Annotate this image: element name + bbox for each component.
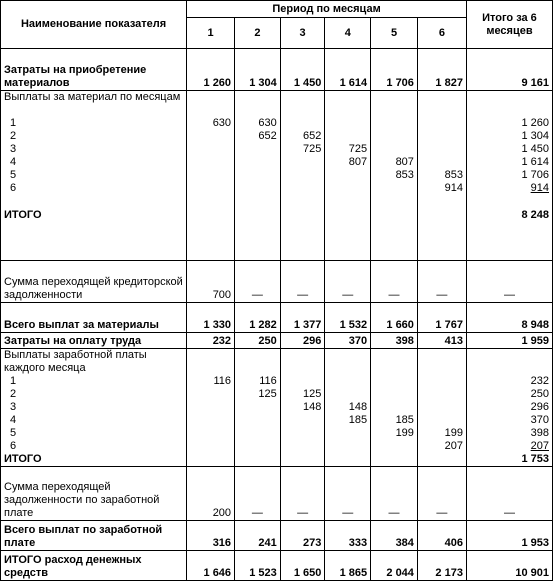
total_wages-value: 333: [325, 521, 371, 551]
materials_payments-cell: 630: [212, 117, 232, 129]
total_materials-value: 1 282: [235, 303, 281, 333]
materials_payments-cell: 853: [395, 169, 414, 181]
materials_payments-itogo-label: ИТОГО: [4, 209, 42, 221]
wage_payments-index: 4: [10, 414, 17, 426]
carryover_creditor-value: 700: [187, 261, 235, 303]
labor_cost-value: 232: [187, 333, 235, 349]
materials_payments-cell: [328, 169, 367, 182]
materials_payments-label-cell: [1, 91, 187, 261]
labor_cost-value: 296: [280, 333, 325, 349]
header-month-3: 3: [280, 18, 325, 49]
wage_payments-cell: 185: [395, 414, 414, 426]
total_wages-value: 273: [280, 521, 325, 551]
wage_payments-cell: [374, 375, 414, 388]
materials_cost-total: 9 161: [466, 49, 552, 91]
labor_cost-value: 413: [417, 333, 466, 349]
materials_payments-cell: [374, 130, 414, 143]
carryover_creditor-total: —: [466, 261, 552, 303]
wage_payments-month-col-4: [325, 349, 371, 467]
carryover_wage-value: —: [235, 467, 281, 521]
carryover_creditor-label: Сумма переходящей кредиторской задолженности: [1, 261, 187, 303]
materials_payments-cell: [238, 169, 277, 182]
wage_payments-index: 2: [10, 388, 17, 400]
wage_payments-cell: [328, 388, 367, 401]
materials_payments-cell: [421, 117, 463, 130]
total_materials-total: 8 948: [466, 303, 552, 333]
labor_cost-value: 398: [371, 333, 418, 349]
total_cash-value: 2 173: [417, 551, 466, 581]
total_cash-value: 1 646: [187, 551, 235, 581]
wage_payments-total-line: 232: [530, 375, 549, 387]
materials_payments-total-col: [466, 91, 552, 261]
carryover_creditor-value: —: [417, 261, 466, 303]
wage_payments-cell: 116: [259, 375, 277, 387]
materials_payments-total-line: 1 260: [521, 117, 549, 129]
wage_payments-cell: [284, 440, 322, 453]
materials_payments-month-col-1: [187, 91, 235, 261]
materials_payments-cell: [374, 117, 414, 130]
labor_cost-value: 370: [325, 333, 371, 349]
materials_payments-month-col-4: [325, 91, 371, 261]
materials_payments-cell: 914: [444, 182, 463, 194]
wage_payments-cell: [284, 414, 322, 427]
wage_payments-cell: [328, 375, 367, 388]
materials_payments-total-line: 1 304: [521, 130, 549, 142]
total_materials-value: 1 377: [280, 303, 325, 333]
wage_payments-total-line: 207: [530, 440, 549, 452]
header-month-4: 4: [325, 18, 371, 49]
wage_payments-cell: [238, 440, 277, 453]
total_materials-value: 1 330: [187, 303, 235, 333]
materials_payments-month-col-3: [280, 91, 325, 261]
wage_payments-cell: [190, 414, 231, 427]
carryover_wage-label: Сумма переходящей задолженности по заработной плате: [1, 467, 187, 521]
materials_cost-label: Затраты на приобретение материалов: [1, 49, 187, 91]
total_wages-value: 316: [187, 521, 235, 551]
wage_payments-cell: [421, 401, 463, 414]
carryover_creditor-value: —: [325, 261, 371, 303]
total_wages-total: 1 953: [466, 521, 552, 551]
total_wages-value: 384: [371, 521, 418, 551]
materials_payments-label: Выплаты за материал по месяцам: [4, 91, 181, 103]
materials_payments-month-col-2: [235, 91, 281, 261]
materials_payments-total-line: 1 614: [521, 156, 549, 168]
wage_payments-index: 3: [10, 401, 17, 413]
total_wages-value: 241: [235, 521, 281, 551]
materials_payments-cell: [421, 130, 463, 143]
wage_payments-cell: [238, 427, 277, 440]
wage_payments-cell: [284, 427, 322, 440]
wage_payments-index: 6: [10, 440, 17, 452]
materials_payments-index: 5: [10, 169, 17, 181]
materials_payments-cell: [421, 156, 463, 169]
header-month-6: 6: [417, 18, 466, 49]
materials_payments-index: 3: [10, 143, 17, 155]
wage_payments-cell: 125: [303, 388, 322, 400]
materials_payments-cell: 630: [258, 117, 277, 129]
carryover_creditor-value: —: [280, 261, 325, 303]
wage_payments-cell: [190, 440, 231, 453]
materials_cost-value: 1 614: [325, 49, 371, 91]
materials_payments-cell: [421, 143, 463, 156]
materials_cost-value: 1 706: [371, 49, 418, 91]
carryover_creditor-value: —: [235, 261, 281, 303]
carryover_wage-value: —: [417, 467, 466, 521]
total_materials-label: Всего выплат за материалы: [1, 303, 187, 333]
materials_payments-index: 6: [10, 182, 17, 194]
wage_payments-cell: 125: [258, 388, 277, 400]
wage_payments-total-col: [466, 349, 552, 467]
materials_payments-cell: [328, 182, 367, 195]
wage_payments-total-line: 296: [530, 401, 549, 413]
wage_payments-month-col-5: [371, 349, 418, 467]
total_cash-value: 1 523: [235, 551, 281, 581]
wage_payments-cell: 199: [395, 427, 414, 439]
wage_payments-cell: [374, 388, 414, 401]
carryover_wage-value: 200: [187, 467, 235, 521]
materials_payments-cell: [284, 117, 322, 130]
wage_payments-cell: [328, 440, 367, 453]
header-month-1: 1: [187, 18, 235, 49]
materials_payments-month-col-6: [417, 91, 466, 261]
materials_payments-cell: [238, 143, 277, 156]
wage_payments-itogo-value: 1 753: [521, 453, 549, 465]
header-period: Период по месяцам: [187, 1, 467, 18]
total_materials-value: 1 767: [417, 303, 466, 333]
materials_payments-total-line: 1 450: [521, 143, 549, 155]
materials_payments-index: 1: [10, 117, 17, 129]
wage_payments-cell: [190, 401, 231, 414]
carryover_wage-value: —: [371, 467, 418, 521]
header-month-2: 2: [235, 18, 281, 49]
materials_payments-cell: [374, 143, 414, 156]
materials_payments-cell: 807: [348, 156, 368, 168]
wage_payments-cell: 199: [444, 427, 463, 439]
wage_payments-month-col-1: [187, 349, 235, 467]
materials_payments-index: 4: [10, 156, 17, 168]
wage_payments-cell: [238, 414, 277, 427]
wage_payments-cell: [190, 427, 231, 440]
total_materials-value: 1 532: [325, 303, 371, 333]
materials_payments-cell: [374, 182, 414, 195]
wage_payments-cell: [421, 388, 463, 401]
header-total: Итого за 6 месяцев: [466, 1, 552, 49]
wage_payments-cell: [284, 375, 322, 388]
materials_cost-value: 1 450: [280, 49, 325, 91]
wage_payments-total-line: 398: [530, 427, 549, 439]
labor_cost-value: 250: [235, 333, 281, 349]
materials_payments-cell: 807: [395, 156, 414, 168]
materials_payments-cell: 725: [348, 143, 368, 155]
materials_payments-total-line: 914: [530, 182, 549, 194]
materials_payments-cell: [328, 130, 367, 143]
materials_payments-total-line: 1 706: [521, 169, 549, 181]
materials_payments-cell: [284, 182, 322, 195]
wage_payments-cell: [374, 401, 414, 414]
materials_payments-itogo-value: 8 248: [521, 209, 549, 221]
wage_payments-cell: [238, 401, 277, 414]
materials_payments-cell: [190, 182, 231, 195]
materials_payments-cell: [190, 130, 231, 143]
wage_payments-month-col-2: [235, 349, 281, 467]
wage_payments-cell: 148: [303, 401, 322, 413]
wage_payments-label-cell: [1, 349, 187, 467]
wage_payments-cell: [421, 375, 463, 388]
wage_payments-total-line: 250: [530, 388, 549, 400]
wage_payments-cell: 207: [444, 440, 463, 452]
total_cash-value: 1 865: [325, 551, 371, 581]
total_cash-total: 10 901: [466, 551, 552, 581]
wage_payments-cell: [190, 388, 231, 401]
labor_cost-total: 1 959: [466, 333, 552, 349]
carryover_wage-total: —: [466, 467, 552, 521]
wage_payments-index: 1: [10, 375, 17, 387]
materials_payments-cell: 652: [258, 130, 277, 142]
materials_payments-cell: [190, 169, 231, 182]
materials_cost-value: 1 827: [417, 49, 466, 91]
wage_payments-cell: [421, 414, 463, 427]
total_cash-label: ИТОГО расход денежных средств: [1, 551, 187, 581]
wage_payments-cell: [328, 427, 367, 440]
materials_payments-cell: 652: [303, 130, 322, 142]
header-month-5: 5: [371, 18, 418, 49]
total_cash-value: 2 044: [371, 551, 418, 581]
total_wages-label: Всего выплат по заработной плате: [1, 521, 187, 551]
materials_payments-cell: 853: [444, 169, 463, 181]
total_materials-value: 1 660: [371, 303, 418, 333]
total_cash-value: 1 650: [280, 551, 325, 581]
materials_payments-cell: [284, 156, 322, 169]
wage_payments-month-col-3: [280, 349, 325, 467]
labor_cost-label: Затраты на оплату труда: [1, 333, 187, 349]
materials_payments-cell: [190, 156, 231, 169]
materials_cost-value: 1 260: [187, 49, 235, 91]
wage_payments-cell: 148: [348, 401, 368, 413]
materials_payments-index: 2: [10, 130, 17, 142]
carryover_wage-value: —: [325, 467, 371, 521]
materials_payments-cell: [328, 117, 367, 130]
header-name-col: Наименование показателя: [1, 1, 187, 49]
carryover_creditor-value: —: [371, 261, 418, 303]
wage_payments-index: 5: [10, 427, 17, 439]
wage_payments-cell: 185: [348, 414, 368, 426]
materials_payments-cell: 725: [303, 143, 322, 155]
wage_payments-itogo-label: ИТОГО: [4, 453, 42, 465]
materials_payments-cell: [284, 169, 322, 182]
materials_payments-month-col-5: [371, 91, 418, 261]
wage_payments-label: Выплаты заработной платы каждого месяца: [4, 349, 147, 374]
carryover_wage-value: —: [280, 467, 325, 521]
total_wages-value: 406: [417, 521, 466, 551]
materials_payments-cell: [190, 143, 231, 156]
wage_payments-total-line: 370: [530, 414, 549, 426]
materials_cost-value: 1 304: [235, 49, 281, 91]
wage_payments-month-col-6: [417, 349, 466, 467]
materials_payments-cell: [238, 182, 277, 195]
materials_payments-cell: [238, 156, 277, 169]
wage_payments-cell: [374, 440, 414, 453]
wage_payments-cell: 116: [213, 375, 232, 387]
